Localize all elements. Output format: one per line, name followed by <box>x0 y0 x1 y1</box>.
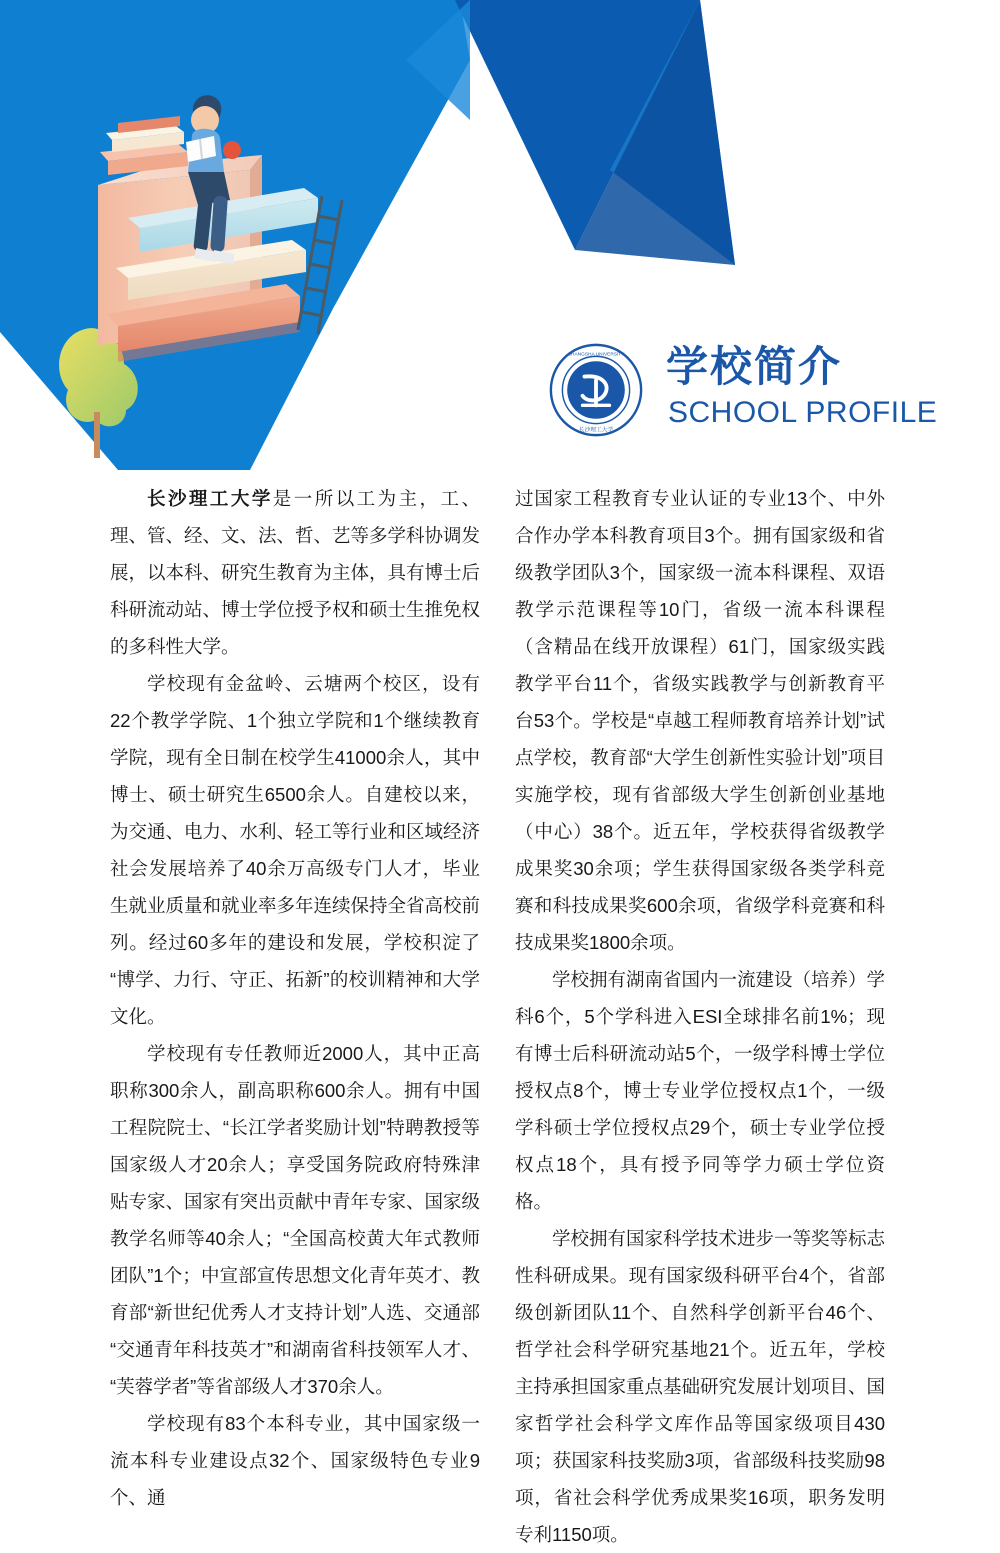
paragraph: 过国家工程教育专业认证的专业13个、中外合作办学本科教育项目3个。拥有国家级和省级教学团队3个，国家级一流本科课程、双语教学示范课程等10门，省级一流本科课程（含精品在线开放课程）61门，国家级实践教学平台11个，省级实践教学与创新教育平台53个。学校是“卓越工程师教育培养计划”试点学校，教育部“大学生创新性实验计划”项目实施学校，现有省部级大学生创新创业基地（中心）38个。近五年，学校获得省级教学成果奖30余项；学生获得国家级各类学科竞赛和科技成果奖600余项，省级学科竞赛和科技成果奖1800余项。 <box>515 488 885 953</box>
paragraph-text: 是一所以工为主，工、理、管、经、文、法、哲、艺等多学科协调发展，以本科、研究生教育为主体，具有博士后科研流动站、博士学位授予权和硕士生推免权的多科性大学。 <box>110 488 481 657</box>
right-text-column <box>515 480 885 1553</box>
left-text-column <box>110 480 480 1516</box>
school-profile-title-block <box>548 340 948 450</box>
paragraph: 学校现有专任教师近2000人，其中正高职称300余人，副高职称600余人。拥有中国工程院院士、“长江学者奖励计划”特聘教授等国家级人才20余人；享受国务院政府特殊津贴专家、国家有突出贡献中青年专家、国家级教学名师等40余人；“全国高校黄大年式教师团队”1个；中宣部宣传思想文化青年英才、教育部“新世纪优秀人才支持计划”人选、交通部“交通青年科技英才”和湖南省科技领军人才、“芙蓉学者”等省部级人才370余人。 <box>110 1043 481 1397</box>
page-title-en: SCHOOL PROFILE <box>668 396 938 429</box>
svg-text:CHANGSHA UNIVERSITY: CHANGSHA UNIVERSITY <box>567 352 625 358</box>
svg-text:长沙理工大学: 长沙理工大学 <box>578 427 614 434</box>
paragraph: 学校拥有国家科学技术进步一等奖等标志性科研成果。现有国家级科研平台4个，省部级创新团队11个、自然科学创新平台46个、哲学社会科学研究基地21个。近五年，学校主持承担国家重点基础研究发展计划项目、国家哲学社会科学文库作品等国家级项目430项；获国家科技奖励3项，省部级科技奖励98项，省社会科学优秀成果奖16项，职务发明专利1150项。 <box>515 1228 886 1545</box>
paragraph: 学校现有金盆岭、云塘两个校区，设有22个教学学院、1个独立学院和1个继续教育学院，现有全日制在校学生41000余人，其中博士、硕士研究生6500余人。自建校以来，为交通、电力、水利、轻工等行业和区域经济社会发展培养了40余万高级专门人才，毕业生就业质量和就业率多年连续保持全省高校前列。经过60多年的建设和发展，学校积淀了“博学、力行、守正、拓新”的校训精神和大学文化。 <box>110 673 481 1027</box>
paragraph: 学校拥有湖南省国内一流建设（培养）学科6个，5个学科进入ESI全球排名前1%；现有博士后科研流动站5个，一级学科博士学位授权点8个，博士专业学位授权点1个，一级学科硕士学位授权点29个，硕士专业学位授权点18个，具有授予同等学力硕士学位资格。 <box>515 969 886 1212</box>
article-body <box>0 480 1000 1545</box>
university-emblem-icon <box>548 342 644 438</box>
lead-in-text: 长沙理工大学 <box>147 488 273 509</box>
paragraph <box>110 480 480 665</box>
page-title-cn: 学校简介 <box>666 343 843 390</box>
paragraph: 学校现有83个本科专业，其中国家级一流本科专业建设点32个、国家级特色专业9个、通 <box>110 1413 480 1508</box>
